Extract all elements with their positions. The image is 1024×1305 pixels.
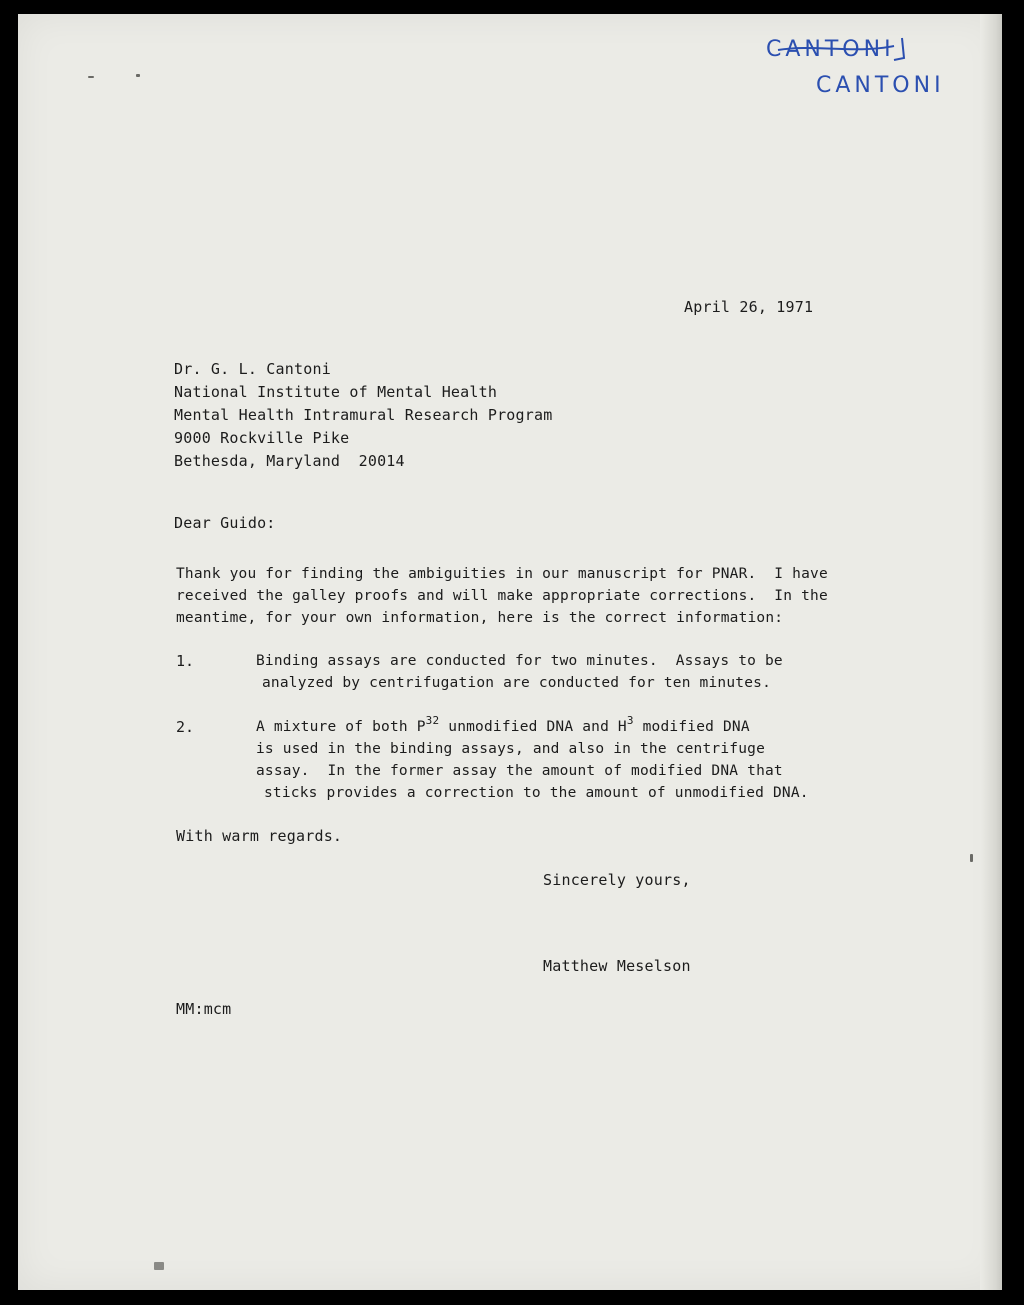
item-text: unmodified DNA and H (439, 719, 627, 735)
closing: Sincerely yours, (543, 871, 691, 889)
recipient-city: Bethesda, Maryland 20014 (174, 452, 405, 470)
intro-line: Thank you for finding the ambiguities in our manuscript for PNAR. I have (176, 566, 828, 582)
isotope-superscript: 32 (425, 714, 440, 727)
handwritten-annotation (744, 28, 984, 108)
letter-date: April 26, 1971 (684, 298, 814, 316)
item-line: analyzed by centrifugation are conducted for ten minutes. (262, 675, 771, 691)
signer-name: Matthew Meselson (543, 957, 691, 975)
recipient-street: 9000 Rockville Pike (174, 429, 350, 447)
isotope-superscript: 3 (626, 714, 634, 727)
bracket-mark (894, 38, 904, 60)
page-edge (980, 14, 1002, 1290)
typist-initials: MM:mcm (176, 1000, 232, 1018)
paper-speck (136, 74, 140, 77)
recipient-name: Dr. G. L. Cantoni (174, 360, 331, 378)
item-line-with-isotopes (256, 716, 750, 738)
salutation: Dear Guido: (174, 514, 276, 532)
paper-speck (154, 1262, 164, 1270)
item-line: is used in the binding assays, and also in the centrifuge (256, 741, 765, 757)
item-line: sticks provides a correction to the amount of unmodified DNA. (264, 785, 809, 801)
recipient-institution: National Institute of Mental Health (174, 383, 498, 401)
item-line: assay. In the former assay the amount of modified DNA that (256, 763, 783, 779)
paper-speck (970, 854, 973, 862)
annotation-text: CANTONI (816, 73, 945, 98)
item-number: 2. (176, 718, 195, 736)
closing-remark: With warm regards. (176, 827, 343, 845)
item-number: 1. (176, 652, 195, 670)
item-text: A mixture of both P (256, 719, 426, 735)
struck-annotation: CANTONI (766, 37, 895, 62)
intro-line: meantime, for your own information, here is the correct information: (176, 610, 784, 626)
item-line: Binding assays are conducted for two minutes. Assays to be (256, 653, 783, 669)
paper-speck (88, 76, 94, 78)
intro-line: received the galley proofs and will make appropriate corrections. In the (176, 588, 828, 604)
recipient-program: Mental Health Intramural Research Program (174, 406, 553, 424)
annotation-svg (744, 28, 984, 108)
item-text: modified DNA (633, 719, 750, 735)
